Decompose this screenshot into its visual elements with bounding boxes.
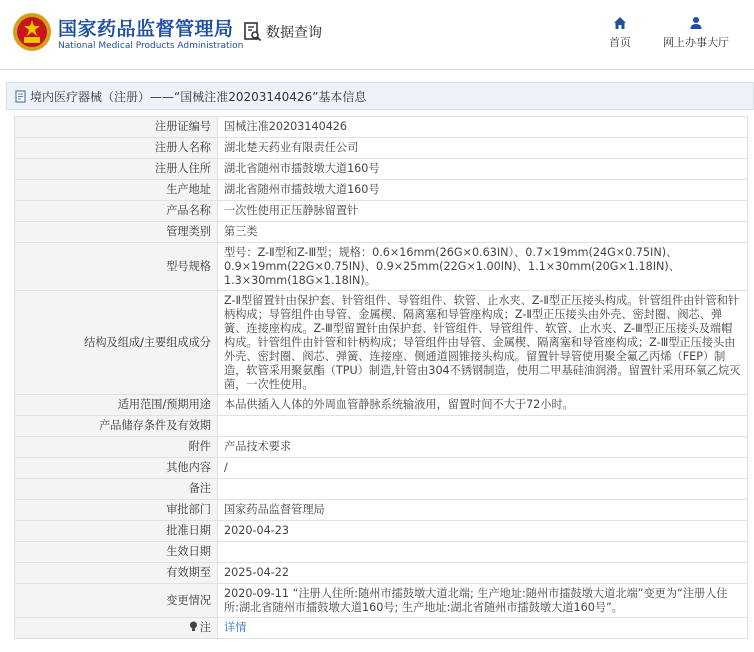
row-key: 注册人名称 xyxy=(15,138,218,159)
row-key: 注册证编号 xyxy=(15,117,218,138)
row-value: / xyxy=(218,458,748,479)
row-key: 审批部门 xyxy=(15,500,218,521)
row-value: 2020-04-23 xyxy=(218,521,748,542)
row-value: 型号：Z-Ⅱ型和Z-Ⅲ型；规格：0.6×16mm(26G×0.63IN）、0.7×19mm(24G×0.75IN)、0.9×19mm(22G×0.75IN)、0.9×25mm(22G×1.00IN)、1.1×30mm(20G×1.18IN)、1.3×30mm(18G×1.18IN)。 xyxy=(218,243,748,291)
registration-info-table xyxy=(14,116,748,639)
row-value: Z-Ⅱ型留置针由保护套、针管组件、导管组件、软管、止水夹、Z-Ⅱ型正压接头构成。针管组件由针管和针柄构成；导管组件由导管、金属楔、隔离塞和导管座构成；Z-Ⅱ型正压接头由外壳、密封圈、阀芯、弹簧、连接座构成。Z-Ⅲ型留置针由保护套、针管组件、导管组件、软管、止水夹、Z-Ⅲ型正压接头及端帽构成。针管组件由针管和针柄构成；导管组件由导管、金属楔、隔离塞和导管座构成；Z-Ⅲ型正压接头由外壳、密封圈、阀芯、弹簧、连接座、侧通道圆锥接头构成。留置针导管使用聚全氟乙丙烯（FEP）制造，软管采用聚氨酯（TPU）制造,针管由304不锈钢制造，使用二甲基硅油润滑。留置针采用环氧乙烷灭菌，一次性使用。 xyxy=(218,291,748,395)
row-key: 其他内容 xyxy=(15,458,218,479)
breadcrumb xyxy=(6,82,754,110)
document-search-icon xyxy=(244,22,262,42)
row-value: 2020-09-11 “注册人住所:随州市擂鼓墩大道北端; 生产地址:随州市擂鼓墩大道北端”变更为“注册人住所:湖北省随州市擂鼓墩大道160号; 生产地址:湖北省随州市擂鼓墩大道160号”。 xyxy=(218,584,748,618)
row-value xyxy=(218,618,748,639)
row-key: 生效日期 xyxy=(15,542,218,563)
row-value: 第三类 xyxy=(218,222,748,243)
table-row xyxy=(15,542,748,563)
national-emblem-icon xyxy=(12,12,52,52)
header-divider xyxy=(0,69,754,70)
row-key: 产品名称 xyxy=(15,201,218,222)
row-key: 注册人住所 xyxy=(15,159,218,180)
row-value: 湖北省随州市擂鼓墩大道160号 xyxy=(218,159,748,180)
document-icon xyxy=(15,90,27,103)
site-name-cn[interactable]: 国家药品监督管理局 xyxy=(58,18,234,40)
table-row xyxy=(15,222,748,243)
table-row xyxy=(15,584,748,618)
details-link[interactable]: 详情 xyxy=(224,621,247,634)
table-row xyxy=(15,521,748,542)
nav-online-office[interactable] xyxy=(656,16,736,50)
table-row xyxy=(15,243,748,291)
table-row xyxy=(15,458,748,479)
table-row xyxy=(15,117,748,138)
row-key-note xyxy=(15,618,218,639)
note-key-label: 注 xyxy=(199,621,211,634)
row-key: 有效期至 xyxy=(15,563,218,584)
table-row xyxy=(15,479,748,500)
row-value: 国械注准20203140426 xyxy=(218,117,748,138)
row-value: 2025-04-22 xyxy=(218,563,748,584)
row-value: 一次性使用正压静脉留置针 xyxy=(218,201,748,222)
table-row xyxy=(15,395,748,416)
row-value: 产品技术要求 xyxy=(218,437,748,458)
row-value: 湖北省随州市擂鼓墩大道160号 xyxy=(218,180,748,201)
row-value xyxy=(218,479,748,500)
user-icon xyxy=(689,16,703,30)
row-key: 管理类别 xyxy=(15,222,218,243)
table-row xyxy=(15,618,748,639)
row-key: 变更情况 xyxy=(15,584,218,618)
nav-home[interactable] xyxy=(604,16,636,50)
row-value xyxy=(218,416,748,437)
table-row xyxy=(15,291,748,395)
row-value xyxy=(218,542,748,563)
table-row xyxy=(15,159,748,180)
table-row xyxy=(15,138,748,159)
breadcrumb-text: 境内医疗器械（注册）——“国械注准20203140426”基本信息 xyxy=(30,89,367,104)
data-query-title xyxy=(244,22,322,42)
row-key: 备注 xyxy=(15,479,218,500)
row-value: 国家药品监督管理局 xyxy=(218,500,748,521)
row-key: 适用范围/预期用途 xyxy=(15,395,218,416)
row-value: 湖北楚天药业有限责任公司 xyxy=(218,138,748,159)
table-row xyxy=(15,500,748,521)
table-row xyxy=(15,180,748,201)
site-header xyxy=(0,0,754,68)
row-value: 本品供插入人体的外周血管静脉系统输液用，留置时间不大于72小时。 xyxy=(218,395,748,416)
row-key: 型号规格 xyxy=(15,243,218,291)
table-row xyxy=(15,437,748,458)
home-icon xyxy=(613,16,627,30)
row-key: 结构及组成/主要组成成分 xyxy=(15,291,218,395)
row-key: 产品储存条件及有效期 xyxy=(15,416,218,437)
table-row xyxy=(15,416,748,437)
table-row xyxy=(15,563,748,584)
nav-home-label: 首页 xyxy=(609,36,631,49)
table-row xyxy=(15,201,748,222)
lightbulb-icon xyxy=(189,621,198,632)
site-name-en: National Medical Products Administration xyxy=(58,41,244,51)
row-key: 生产地址 xyxy=(15,180,218,201)
row-key: 附件 xyxy=(15,437,218,458)
nav-online-office-label: 网上办事大厅 xyxy=(663,36,729,49)
data-query-label: 数据查询 xyxy=(266,25,322,41)
row-key: 批准日期 xyxy=(15,521,218,542)
